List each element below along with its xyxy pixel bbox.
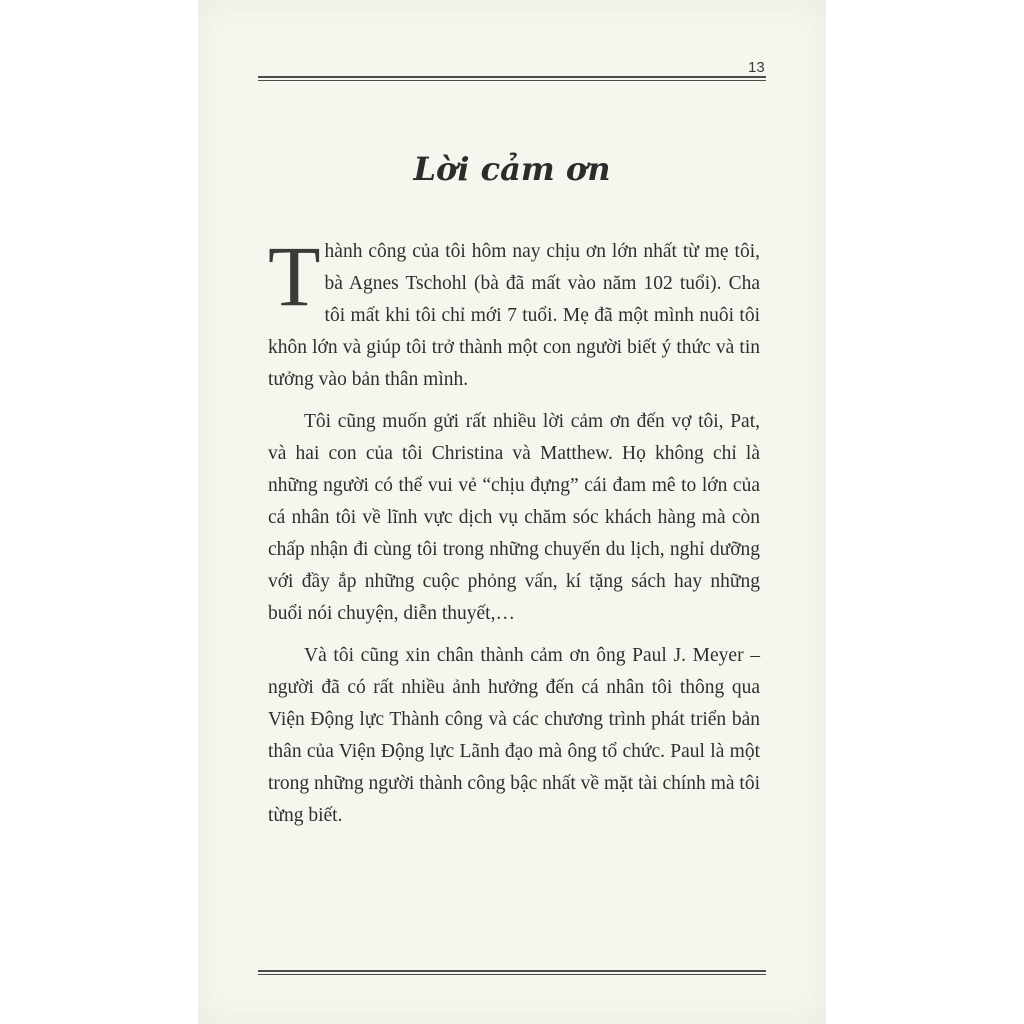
drop-cap: T [268,228,321,324]
body-text [268,228,760,842]
paragraph-2: Tôi cũng muốn gửi rất nhiều lời cảm ơn đến vợ tôi, Pat, và hai con của tôi Christina và Matthew. Họ không chỉ là những người có thể vui vẻ “chịu đựng” cái đam mê to lớn của cá nhân tôi về lĩnh vực dịch vụ chăm sóc khách hàng mà còn chấp nhận đi cùng tôi trong những chuyến du lịch, nghỉ dưỡng với đầy ắp những cuộc phỏng vấn, kí tặng sách hay những buổi nói chuyện, diễn thuyết,… [268,411,760,624]
paragraph-3: Và tôi cũng xin chân thành cảm ơn ông Paul J. Meyer – người đã có rất nhiều ảnh hưởng đến cá nhân tôi thông qua Viện Động lực Thành công và các chương trình phát triển bản thân của Viện Động lực Lãnh đạo mà ông tổ chức. Paul là một trong những người thành công bậc nhất về mặt tài chính mà tôi từng biết. [268,645,760,826]
chapter-title: Lời cảm ơn [413,150,611,188]
paragraph-1-text: hành công của tôi hôm nay chịu ơn lớn nhất từ mẹ tôi, bà Agnes Tschohl (bà đã mất vào năm 102 tuổi). Cha tôi mất khi tôi chỉ mới 7 tuổi. Mẹ đã một mình nuôi tôi khôn lớn và giúp tôi trở thành một con người biết ý thức và tin tưởng vào bản thân mình. [268,241,760,390]
paragraph-1 [268,228,760,396]
header-rule [258,76,766,81]
page-number: 13 [748,59,765,76]
footer-rule [258,970,766,975]
